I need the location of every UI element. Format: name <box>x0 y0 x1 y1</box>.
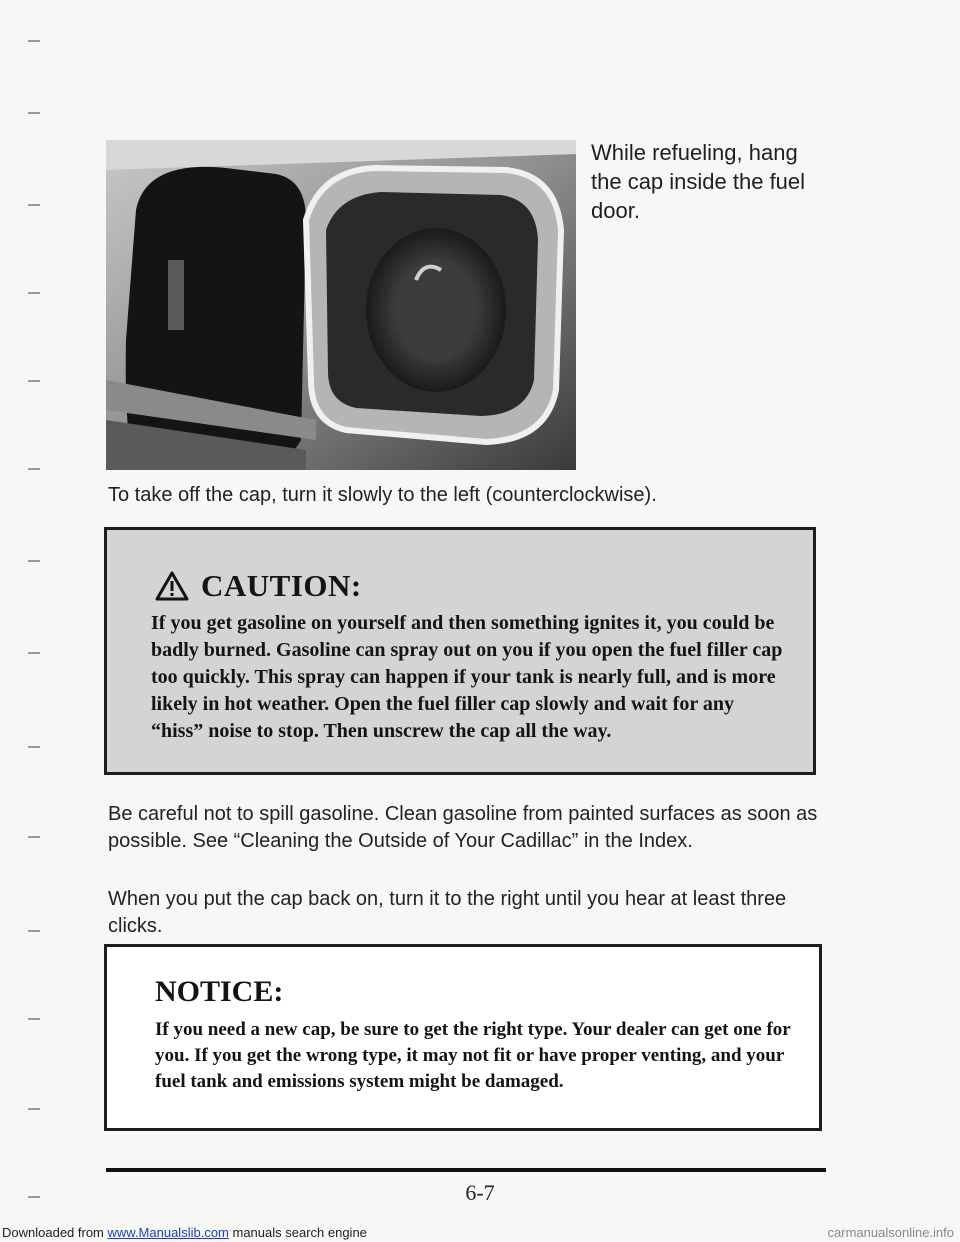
paragraph-spill: Be careful not to spill gasoline. Clean gasoline from painted surfaces as soon as possible. See “Cleaning the Outside of Your Cadillac” in the Index. <box>108 803 818 852</box>
margin-tick <box>28 40 40 42</box>
photo-caption: While refueling, hang the cap inside the fuel door. <box>591 140 806 223</box>
margin-tick <box>28 652 40 654</box>
caution-box <box>104 527 816 775</box>
caution-title: CAUTION: <box>201 568 362 603</box>
paragraph-remove-cap: To take off the cap, turn it slowly to the left (counterclockwise). <box>108 484 657 506</box>
margin-tick <box>28 1108 40 1110</box>
caution-heading <box>155 568 362 604</box>
fuel-door-photo <box>106 140 576 470</box>
footer-prefix: Downloaded from <box>2 1225 108 1240</box>
download-footer <box>2 1225 367 1240</box>
paragraph-cap-back: When you put the cap back on, turn it to the right until you hear at least three clicks. <box>108 888 787 937</box>
page-number: 6-7 <box>465 1180 495 1205</box>
notice-text: If you need a new cap, be sure to get the right type. Your dealer can get one for you. If you get the wrong type, it may not fit or have proper venting, and your fuel tank and emissions system might be damaged. <box>155 1019 791 1092</box>
margin-tick <box>28 380 40 382</box>
fuel-door-illustration <box>106 140 576 470</box>
caution-text: If you get gasoline on yourself and then something ignites it, you could be badly burned. Gasoline can spray out on you if you open the fuel filler cap too quickly. This spray can happen if your tank is nearly full, and is more likely in hot weather. Open the fuel filler cap slowly and wait for any “hiss” noise to stop. Then unscrew the cap all the way. <box>151 612 783 742</box>
manualslib-link[interactable]: www.Manualslib.com <box>107 1225 229 1240</box>
margin-tick <box>28 746 40 748</box>
margin-tick <box>28 836 40 838</box>
margin-tick <box>28 204 40 206</box>
footer-suffix: manuals search engine <box>228 1225 367 1240</box>
margin-tick <box>28 292 40 294</box>
margin-tick <box>28 468 40 470</box>
watermark: carmanualsonline.info <box>827 1225 954 1240</box>
notice-box <box>104 944 822 1131</box>
margin-tick <box>28 560 40 562</box>
margin-tick <box>28 112 40 114</box>
margin-tick <box>28 930 40 932</box>
notice-title: NOTICE: <box>155 975 284 1008</box>
footer-rule <box>106 1168 826 1172</box>
warning-triangle-icon <box>155 571 189 601</box>
margin-tick <box>28 1018 40 1020</box>
